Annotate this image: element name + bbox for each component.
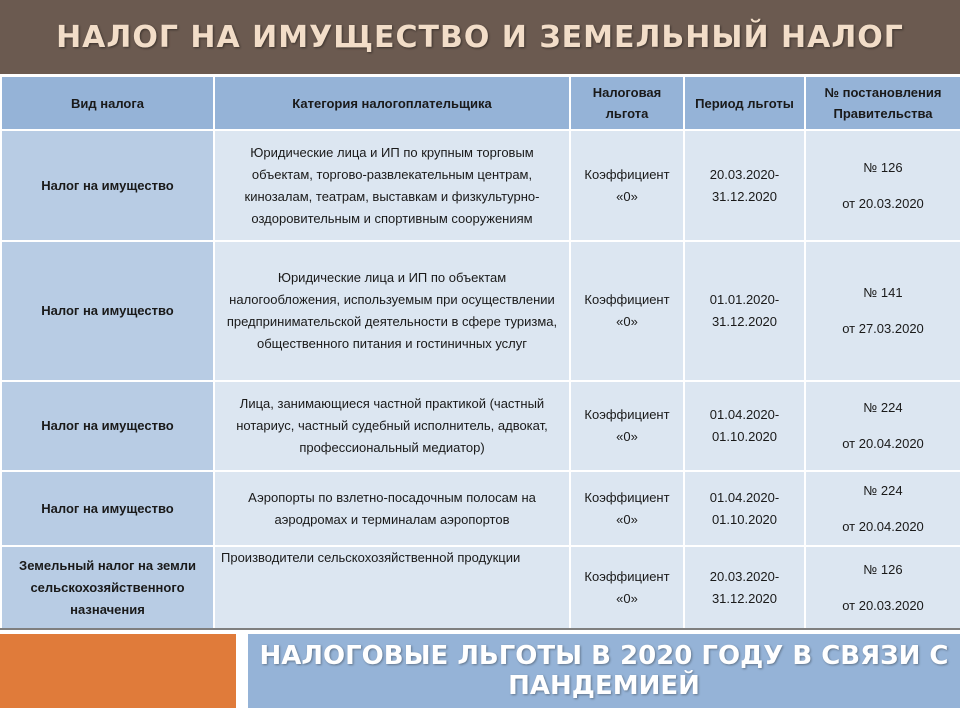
page-title: НАЛОГ НА ИМУЩЕСТВО И ЗЕМЕЛЬНЫЙ НАЛОГ: [56, 19, 904, 55]
table-row: [1, 241, 960, 381]
period-cell: [684, 546, 805, 630]
decree-number: № 126: [863, 159, 903, 175]
table-row: [1, 130, 960, 241]
period-cell: [684, 471, 805, 546]
decree-date: от 20.03.2020: [842, 195, 924, 211]
table-row: [1, 381, 960, 471]
tax-benefits-table: [0, 75, 960, 631]
tax-type-cell: Земельный налог на земли сельскохозяйственного назначения: [1, 546, 214, 630]
period-cell: [684, 241, 805, 381]
category-cell: Аэропорты по взлетно-посадочным полосам на аэродромах и терминалам аэропортов: [214, 471, 570, 546]
period-start: 20.03.2020-: [709, 166, 780, 182]
decree-number: № 224: [863, 482, 903, 498]
period-end: 01.10.2020: [711, 511, 778, 527]
period-cell: [684, 130, 805, 241]
period-start: 01.01.2020-: [709, 292, 780, 307]
decree-number: № 224: [863, 400, 903, 415]
decree-date: от 20.03.2020: [842, 598, 924, 613]
table-header-row: [1, 76, 960, 130]
decree-date: от 20.04.2020: [842, 436, 924, 451]
period-end: 31.12.2020: [711, 591, 778, 606]
benefit-cell: Коэффициент «0»: [570, 130, 684, 241]
decree-date: от 20.04.2020: [842, 518, 924, 534]
decree-date: от 27.03.2020: [842, 321, 924, 336]
table-row: [1, 546, 960, 630]
decree-cell: [805, 471, 960, 546]
period-end: 31.12.2020: [711, 314, 778, 329]
decree-cell: [805, 130, 960, 241]
period-start: 20.03.2020-: [709, 569, 780, 584]
category-cell: Юридические лица и ИП по объектам налогообложения, используемым при осуществлении предпринимательской деятельности в сфере туризма, общественного питания и гостиничных услуг: [214, 241, 570, 381]
benefit-cell: Коэффициент «0»: [570, 546, 684, 630]
period-cell: [684, 381, 805, 471]
period-start: 01.04.2020-: [709, 489, 780, 505]
column-header-category: Категория налогоплательщика: [214, 76, 570, 130]
tax-type-cell: Налог на имущество: [1, 381, 214, 471]
period-end: 31.12.2020: [711, 188, 778, 204]
column-header-period: Период льготы: [684, 76, 805, 130]
benefit-cell: Коэффициент «0»: [570, 241, 684, 381]
footer-accent-block: [0, 634, 236, 708]
column-header-benefit: Налоговая льгота: [570, 76, 684, 130]
decree-number: № 126: [863, 562, 903, 577]
benefit-cell: Коэффициент «0»: [570, 471, 684, 546]
column-header-tax-type: Вид налога: [1, 76, 214, 130]
category-cell: Лица, занимающиеся частной практикой (частный нотариус, частный судебный исполнитель, адвокат, профессиональный медиатор): [214, 381, 570, 471]
tax-type-cell: Налог на имущество: [1, 471, 214, 546]
footer-caption: НАЛОГОВЫЕ ЛЬГОТЫ В 2020 ГОДУ В СВЯЗИ С ПАНДЕМИЕЙ: [259, 641, 949, 701]
benefit-cell: Коэффициент «0»: [570, 381, 684, 471]
decree-cell: [805, 546, 960, 630]
tax-type-cell: Налог на имущество: [1, 241, 214, 381]
category-cell: Юридические лица и ИП по крупным торговым объектам, торгово-развлекательным центрам, кинозалам, театрам, выставкам и физкультурно-оздоровительным и спортивным сооружениям: [214, 130, 570, 241]
column-header-decree: № постановления Правительства: [805, 76, 960, 130]
tax-type-cell: Налог на имущество: [1, 130, 214, 241]
period-end: 01.10.2020: [711, 429, 778, 444]
divider-line: [0, 628, 960, 630]
category-cell: Производители сельскохозяйственной продукции: [214, 546, 570, 630]
decree-cell: [805, 381, 960, 471]
decree-cell: [805, 241, 960, 381]
footer-caption-block: [248, 634, 960, 708]
table-row: [1, 471, 960, 546]
decree-number: № 141: [863, 285, 903, 300]
title-bar: [0, 0, 960, 74]
period-start: 01.04.2020-: [709, 407, 780, 422]
